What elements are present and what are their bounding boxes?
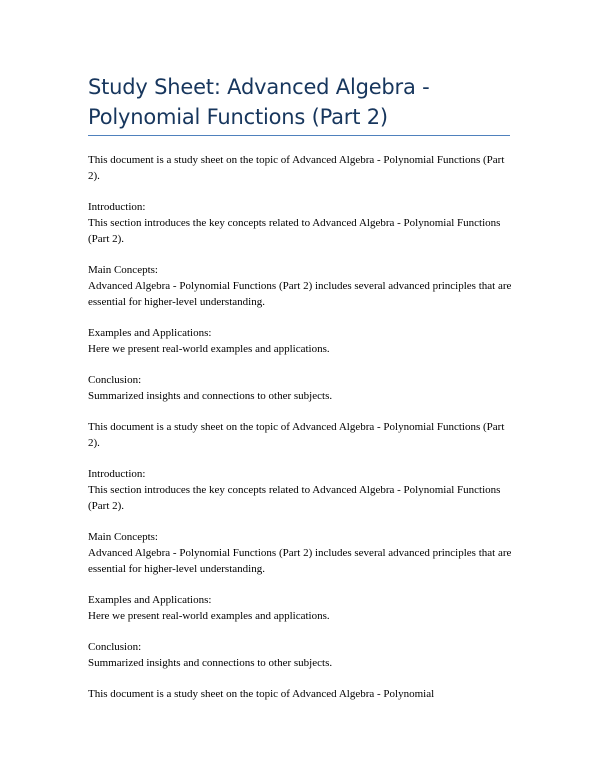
section-heading: Main Concepts: xyxy=(88,531,158,543)
section-heading: Conclusion: xyxy=(88,641,142,653)
section-heading: Examples and Applications: xyxy=(88,594,212,606)
section-conclusion xyxy=(88,372,518,404)
section-conclusion xyxy=(88,639,518,671)
section-examples-applications xyxy=(88,592,518,624)
section-heading: Conclusion: xyxy=(88,374,142,386)
document-title: Study Sheet: Advanced Algebra - Polynomial Functions (Part 2) xyxy=(88,75,430,129)
section-examples-applications xyxy=(88,325,518,357)
paragraph-text: This document is a study sheet on the topic of Advanced Algebra - Polynomial xyxy=(88,688,435,700)
section-text: Here we present real-world examples and applications. xyxy=(88,610,330,622)
section-introduction xyxy=(88,199,518,247)
section-text: Advanced Algebra - Polynomial Functions (Part 2) includes several advanced principles that are essential for higher-level understanding. xyxy=(88,547,512,575)
document-paragraph xyxy=(88,686,518,702)
paragraph-text: This document is a study sheet on the topic of Advanced Algebra - Polynomial Functions (Part 2). xyxy=(88,421,505,449)
section-text: Here we present real-world examples and applications. xyxy=(88,343,330,355)
section-main-concepts xyxy=(88,529,518,577)
section-heading: Introduction: xyxy=(88,201,146,213)
document-paragraph xyxy=(88,152,518,184)
section-text: Summarized insights and connections to other subjects. xyxy=(88,657,333,669)
section-text: Summarized insights and connections to other subjects. xyxy=(88,390,333,402)
section-text: This section introduces the key concepts related to Advanced Algebra - Polynomial Functions (Part 2). xyxy=(88,217,501,245)
section-text: Advanced Algebra - Polynomial Functions (Part 2) includes several advanced principles that are essential for higher-level understanding. xyxy=(88,280,512,308)
section-text: This section introduces the key concepts related to Advanced Algebra - Polynomial Functions (Part 2). xyxy=(88,484,501,512)
section-heading: Examples and Applications: xyxy=(88,327,212,339)
section-main-concepts xyxy=(88,262,518,310)
section-heading: Introduction: xyxy=(88,468,146,480)
document-body xyxy=(88,152,518,717)
document-paragraph xyxy=(88,419,518,451)
title-divider xyxy=(88,135,510,136)
section-introduction xyxy=(88,466,518,514)
section-heading: Main Concepts: xyxy=(88,264,158,276)
paragraph-text: This document is a study sheet on the topic of Advanced Algebra - Polynomial Functions (Part 2). xyxy=(88,154,505,182)
